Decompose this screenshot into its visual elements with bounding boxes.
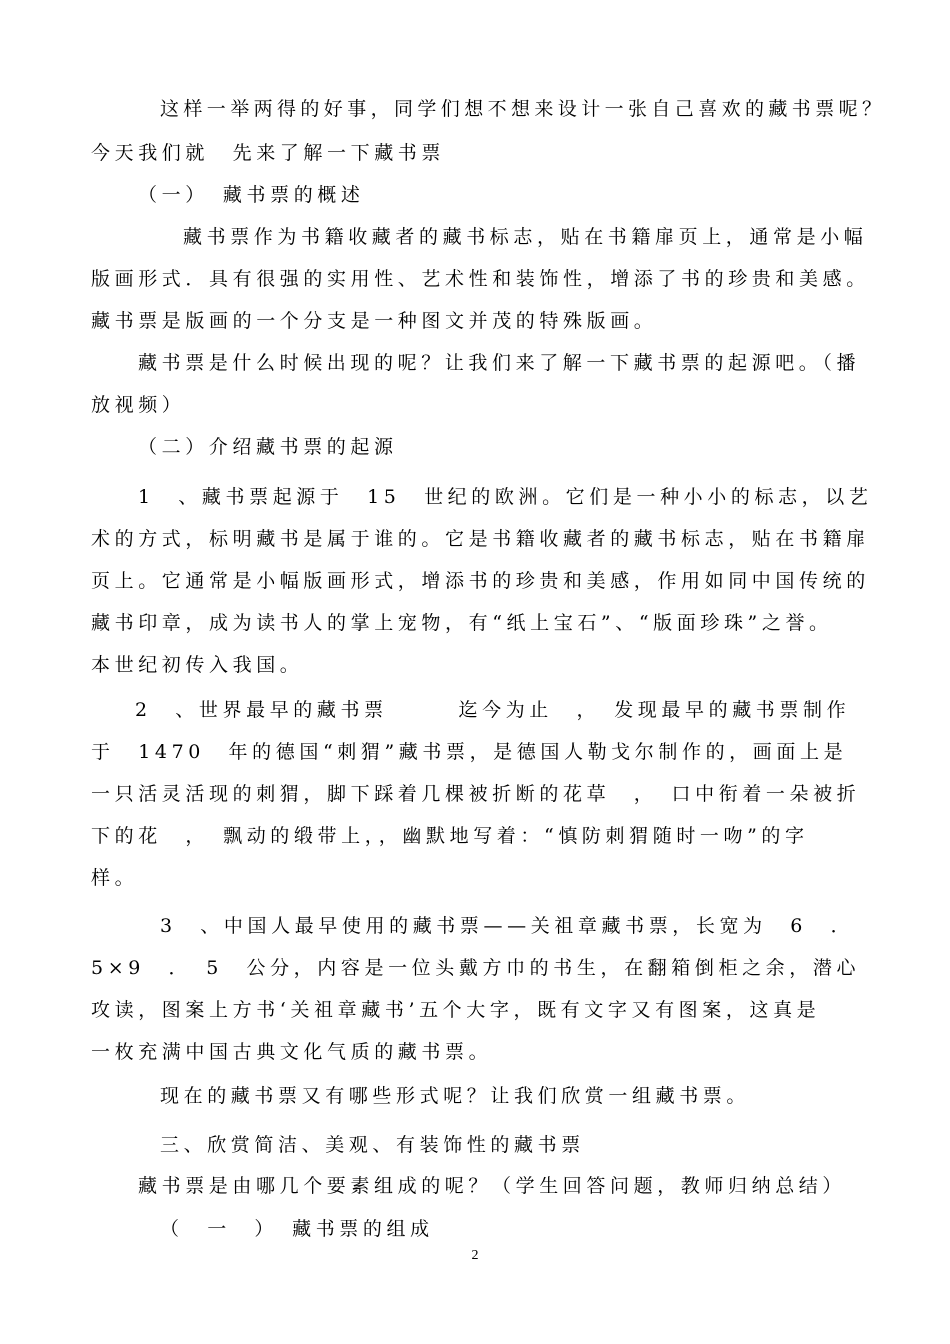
text-line: 3 、中国人最早使用的藏书票——关祖章藏书票，长宽为 6 ． [160,915,855,937]
text-line: 藏书票是由哪几个要素组成的呢？（学生回答问题，教师归纳总结） [138,1175,847,1197]
text-line: 一只活灵活现的刺猬，脚下踩着几棵被折断的花草 ， 口中衔着一朵被折 [91,783,861,805]
text-line: 藏书印章，成为读书人的掌上宠物，有“纸上宝石”、“版面珍珠”之誉。 [91,612,833,634]
text-line: 下的花 ， 飘动的缎带上，，幽默地写着：“慎防刺猬随时一吻”的字 [91,825,809,847]
text-line: 术的方式，标明藏书是属于谁的。它是书籍收藏者的藏书标志，贴在书籍扉 [91,528,870,550]
text-line: 版画形式．具有很强的实用性、艺术性和装饰性，增添了书的珍贵和美感。 [91,268,870,290]
page-number: 2 [471,1248,479,1263]
text-line: 今天我们就 先来了解一下藏书票 [91,142,446,164]
text-line: 2 、世界最早的藏书票 迄今为止 ， 发现最早的藏书票制作 [135,699,851,721]
text-line: 藏书票是什么时候出现的呢？让我们来了解一下藏书票的起源吧。（播 [138,352,861,374]
text-line: 攻读，图案上方书‘关祖章藏书’五个大字，既有文字又有图案，这真是 [91,999,821,1021]
text-line: 现在的藏书票又有哪些形式呢？让我们欣赏一组藏书票。 [160,1085,751,1107]
text-line: 页上。它通常是小幅版画形式，增添书的珍贵和美感，作用如同中国传统的 [91,570,870,592]
section-heading: （一） 藏书票的概述 [138,184,365,206]
section-heading: （ 一 ） 藏书票的组成 [160,1218,434,1240]
text-line: 这样一举两得的好事，同学们想不想来设计一张自己喜欢的藏书票呢？ [160,98,886,120]
text-line: 藏书票是版画的一个分支是一种图文并茂的特殊版画。 [91,310,658,332]
text-line: 放视频） [91,394,186,416]
text-line: 于 1470 年的德国“刺猬”藏书票，是德国人勒戈尔制作的，画面上是 [91,741,848,763]
text-line: 藏书票作为书籍收藏者的藏书标志，贴在书籍扉页上，通常是小幅 [183,226,868,248]
section-heading: 三、欣赏简洁、美观、有装饰性的藏书票 [160,1134,585,1156]
text-line: 1 、藏书票起源于 15 世纪的欧洲。它们是一种小小的标志，以艺 [138,486,873,508]
section-heading: （二）介绍藏书票的起源 [138,436,398,458]
text-line: 5×9 ． 5 公分，内容是一位头戴方巾的书生，在翻箱倒柜之余，潜心 [91,957,861,979]
text-line: 样。 [91,867,139,889]
text-line: 本世纪初传入我国。 [91,654,304,676]
text-line: 一枚充满中国古典文化气质的藏书票。 [91,1041,493,1063]
